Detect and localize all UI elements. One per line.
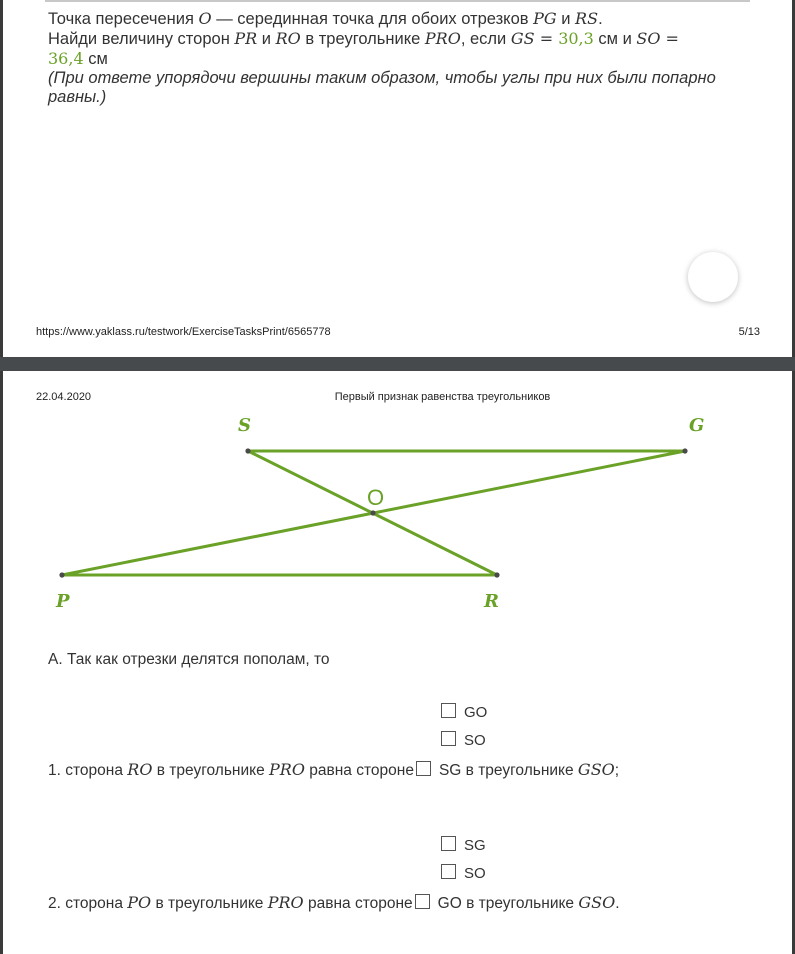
checkbox[interactable]	[441, 864, 456, 879]
footer-url: https://www.yaklass.ru/testwork/ExerciseTasksPrint/6565778	[36, 326, 331, 338]
point-R	[494, 572, 499, 577]
label-P: P	[56, 591, 70, 612]
q2-text: в треугольнике	[151, 895, 268, 912]
checkbox[interactable]	[441, 731, 456, 746]
task-text: см	[83, 50, 108, 68]
option-label: GO	[464, 704, 488, 721]
task-text: см и	[593, 30, 637, 48]
checkbox[interactable]	[415, 894, 430, 909]
task-text: в треугольнике	[300, 30, 425, 48]
option-label: SG	[438, 762, 462, 779]
document-page-6	[3, 371, 792, 954]
point-S	[245, 448, 250, 453]
q2-text: 2. сторона	[48, 895, 128, 912]
q1-option-GO[interactable]	[441, 703, 487, 721]
task-text: Точка пересечения	[48, 10, 199, 28]
question-2	[48, 893, 620, 913]
math-SO: SO =	[636, 29, 679, 48]
option-label: SO	[464, 732, 486, 749]
math-GSO: GSO	[577, 760, 615, 779]
page-top-divider	[45, 0, 750, 2]
document-page-5	[3, 0, 792, 357]
math-RO: RO	[127, 760, 153, 779]
label-S: S	[238, 415, 251, 436]
floating-action-button[interactable]	[688, 252, 738, 302]
q1-text: ;	[614, 762, 620, 779]
checkbox[interactable]	[441, 836, 456, 851]
q2-text: в треугольнике	[461, 895, 579, 912]
header-title: Первый признак равенства треугольников	[334, 391, 551, 403]
question-1	[48, 760, 619, 780]
q1-text: в треугольнике	[461, 762, 578, 779]
point-P	[59, 572, 64, 577]
task-line-2	[48, 29, 748, 49]
q1-option-SG[interactable]	[414, 761, 461, 780]
q2-text: .	[615, 895, 620, 912]
q1-text: равна стороне	[304, 762, 414, 779]
label-R: R	[484, 591, 499, 612]
math-RO: RO	[275, 29, 301, 48]
q1-text: 1. сторона	[48, 762, 128, 779]
option-label: SG	[464, 837, 486, 854]
task-line-3	[48, 49, 748, 69]
q2-option-GO[interactable]	[413, 894, 462, 913]
math-PRO: PRO	[267, 893, 304, 912]
math-PRO: PRO	[424, 29, 461, 48]
task-text: и	[556, 10, 576, 28]
math-GSO: GSO	[578, 893, 616, 912]
task-text: .	[598, 10, 603, 28]
label-G: G	[689, 415, 705, 436]
task-text: и	[257, 30, 276, 48]
q1-option-SO[interactable]	[441, 731, 486, 749]
option-label: SO	[464, 865, 486, 882]
value-GS: 30,3	[558, 29, 594, 48]
triangles-diagram	[3, 371, 792, 631]
math-RS: RS	[575, 9, 599, 28]
footer-page-number: 5/13	[738, 326, 760, 338]
checkbox[interactable]	[416, 761, 431, 776]
section-a-text: А. Так как отрезки делятся пополам, то	[48, 651, 330, 668]
math-O: O	[198, 9, 212, 28]
task-line-1	[48, 9, 748, 29]
task-text: , если	[460, 30, 511, 48]
math-GS: GS =	[510, 29, 559, 48]
task-text: — серединная точка для обоих отрезков	[211, 10, 534, 28]
q2-option-SO[interactable]	[441, 864, 486, 882]
header-date: 22.04.2020	[36, 391, 92, 403]
value-SO: 36,4	[48, 49, 84, 68]
checkbox[interactable]	[441, 703, 456, 718]
math-PRO: PRO	[269, 760, 305, 779]
math-PR: PR	[234, 29, 258, 48]
q1-text: в треугольнике	[152, 762, 270, 779]
q2-option-SG[interactable]	[441, 836, 486, 854]
page-separator	[0, 357, 795, 371]
q2-text: равна стороне	[303, 895, 413, 912]
task-statement	[48, 9, 748, 107]
point-G	[682, 448, 687, 453]
math-PG: PG	[533, 9, 557, 28]
label-O: O	[367, 485, 385, 510]
math-PO: PO	[127, 893, 152, 912]
option-label: GO	[437, 895, 462, 912]
point-O	[370, 510, 375, 515]
task-note: (При ответе упорядочи вершины таким образом, чтобы углы при них были попарно равны.)	[48, 69, 716, 106]
task-text: Найди величину сторон	[48, 30, 235, 48]
